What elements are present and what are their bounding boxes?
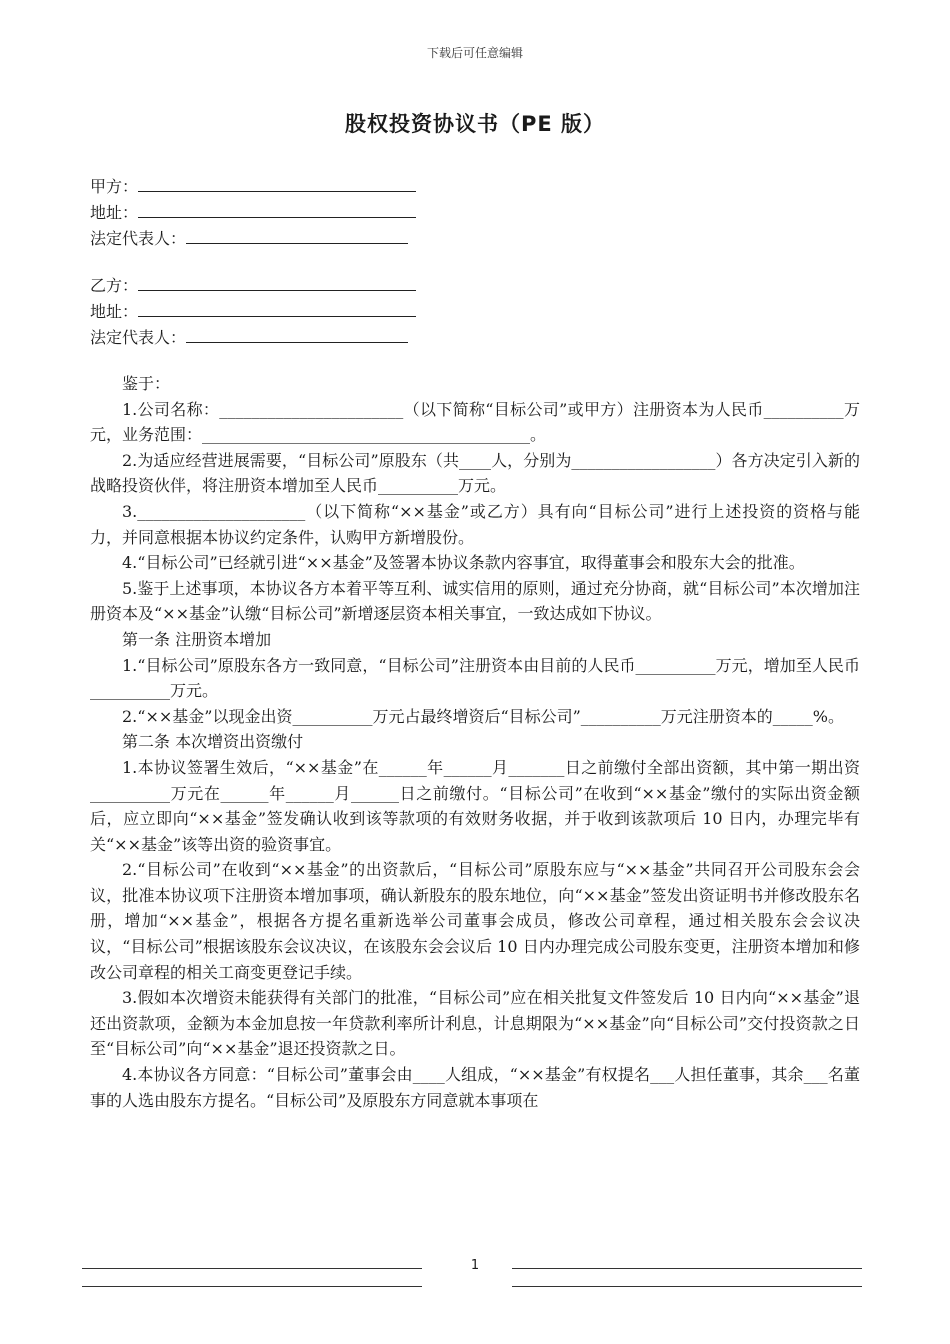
party-a-name-label: 甲方： [90, 177, 139, 196]
paragraph-recital-4: 4.“目标公司”已经就引进“××基金”及签署本协议条款内容事宜，取得董事会和股东大会的批准。 [122, 553, 805, 573]
party-a-block [90, 174, 450, 252]
footer-rule-left-bottom [82, 1286, 422, 1287]
article-1-clause-1: 1.“目标公司”原股东各方一致同意，“目标公司”注册资本由目前的人民币__________万元，增加至人民币__________万元。 [90, 655, 860, 701]
party-a-address-label: 地址： [90, 203, 139, 222]
header-note: 下载后可任意编辑 [426, 46, 523, 60]
article-2-clause-2: 2.“目标公司”在收到“××基金”的出资款后，“目标公司”原股东应与“××基金”共同召开公司股东会会议，批准本协议项下注册资本增加事项，确认新股东的股东地位，向“××基金”签发出资证明书并修改股东名册，增加“××基金”，根据各方提名重新选举公司董事会成员，修改公司章程，通过相关股东会会议决议，“目标公司”根据该股东会议决议，在该股东会会议后 10 日内办理完成公司股东变更，注册资本增加和修改公司章程的相关工商变更登记手续。 [90, 860, 860, 982]
paragraph-recital-2: 2.为适应经营进展需要，“目标公司”原股东（共____人，分别为__________________）各方决定引入新的战略投资伙伴，将注册资本增加至人民币__________万元。 [90, 450, 860, 496]
article-1-heading: 第一条 注册资本增加 [122, 629, 272, 649]
party-b-rep-label: 法定代表人： [90, 328, 187, 347]
party-a-address-blank [138, 203, 416, 218]
article-2-heading: 第二条 本次增资出资缴付 [122, 732, 304, 752]
party-b-rep-blank [186, 328, 408, 343]
party-b-address-label: 地址： [90, 302, 139, 321]
party-a-rep-label: 法定代表人： [90, 229, 187, 248]
paragraph-recital-3: 3._____________________（以下简称“××基金”或乙方）具有向“目标公司”进行上述投资的资格与能力，并同意根据本协议约定条件，认购甲方新增股份。 [90, 501, 860, 547]
paragraph-whereas: 鉴于： [122, 374, 171, 393]
page-number: 1 [470, 1258, 480, 1273]
document-title: 股权投资协议书（PE 版） [344, 112, 606, 136]
article-2-clause-4: 4.本协议各方同意：“目标公司”董事会由____人组成，“××基金”有权提名___人担任董事，其余___名董事的人选由股东方提名。“目标公司”及原股东方同意就本事项在 [90, 1065, 860, 1110]
party-b-address-row [90, 299, 450, 325]
party-b-block [90, 273, 450, 351]
paragraph-recital-5: 5.鉴于上述事项，本协议各方本着平等互利、诚实信用的原则，通过充分协商，就“目标公司”本次增加注册资本及“××基金”认缴“目标公司”新增逐层资本相关事宜，一致达成如下协议。 [90, 578, 860, 624]
party-b-name-row [90, 273, 450, 299]
party-a-address-row [90, 200, 450, 226]
agreement-body [90, 371, 860, 1113]
party-a-name-row [90, 174, 450, 200]
paragraph-recital-1: 1.公司名称：_______________________（以下简称“目标公司”或甲方）注册资本为人民币__________万元，业务范围：_________________________________________。 [90, 399, 860, 445]
article-1-clause-2: 2.“××基金”以现金出资__________万元占最终增资后“目标公司”__________万元注册资本的_____%。 [122, 706, 845, 726]
party-b-address-blank [138, 302, 416, 317]
article-2-clause-3: 3.假如本次增资未能获得有关部门的批准，“目标公司”应在相关批复文件签发后 10 日内向“××基金”退还出资款项，金额为本金加息按一年贷款利率所计利息，计息期限为“××基金”向“目标公司”交付投资款之日至“目标公司”向“××基金”退还投资款之日。 [90, 988, 860, 1059]
party-b-rep-row [90, 325, 450, 351]
party-b-name-label: 乙方： [90, 276, 139, 295]
footer-rule-right-bottom [512, 1286, 862, 1287]
party-b-name-blank [138, 276, 416, 291]
party-a-rep-row [90, 226, 450, 252]
article-2-clause-1: 1.本协议签署生效后，“××基金”在______年______月_______日之前缴付全部出资额，其中第一期出资__________万元在______年______月______日之前缴付。“目标公司”在收到“××基金”缴付的实际出资金额后，应立即向“××基金”签发确认收到该等款项的有效财务收据，并于收到该款项后 10 日内，办理完毕有关“××基金”该等出资的验资事宜。 [90, 757, 860, 854]
party-a-rep-blank [186, 229, 408, 244]
party-a-name-blank [138, 177, 416, 192]
